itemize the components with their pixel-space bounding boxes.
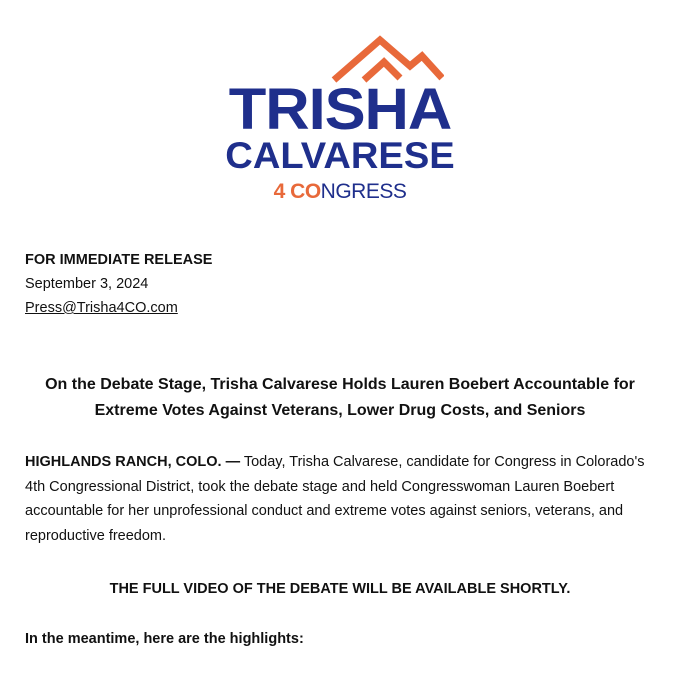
- highlights-intro: In the meantime, here are the highlights:: [25, 631, 304, 647]
- body-text: Today, Trisha Calvarese, candidate for Congress in Colorado's 4th Congressional District, took the debate stage and held Congresswoman Lauren Boebert accountable for her unprofessional conduct and extreme votes against seniors, veterans, and reproductive freedom.: [25, 454, 645, 544]
- release-label: FOR IMMEDIATE RELEASE: [25, 252, 213, 268]
- logo-tagline: [0, 180, 680, 204]
- release-date: September 3, 2024: [25, 276, 149, 292]
- tagline-number: 4: [273, 180, 285, 203]
- press-email-link[interactable]: Press@Trisha4CO.com: [25, 300, 178, 316]
- campaign-logo: [0, 0, 680, 215]
- release-info: [25, 248, 212, 320]
- logo-first-name: TRISHA: [228, 77, 452, 142]
- body-paragraph: [25, 450, 660, 548]
- tagline-co: CO: [290, 180, 321, 203]
- logo-last-name: CALVARESE: [225, 135, 455, 176]
- dateline: HIGHLANDS RANCH, COLO. —: [25, 454, 241, 470]
- press-headline: On the Debate Stage, Trisha Calvarese Holds Lauren Boebert Accountable for Extreme Votes Against Veterans, Lower Drug Costs, and Seniors: [45, 376, 635, 419]
- video-note: THE FULL VIDEO OF THE DEBATE WILL BE AVAILABLE SHORTLY.: [109, 581, 571, 597]
- tagline-rest: NGRESS: [320, 180, 407, 203]
